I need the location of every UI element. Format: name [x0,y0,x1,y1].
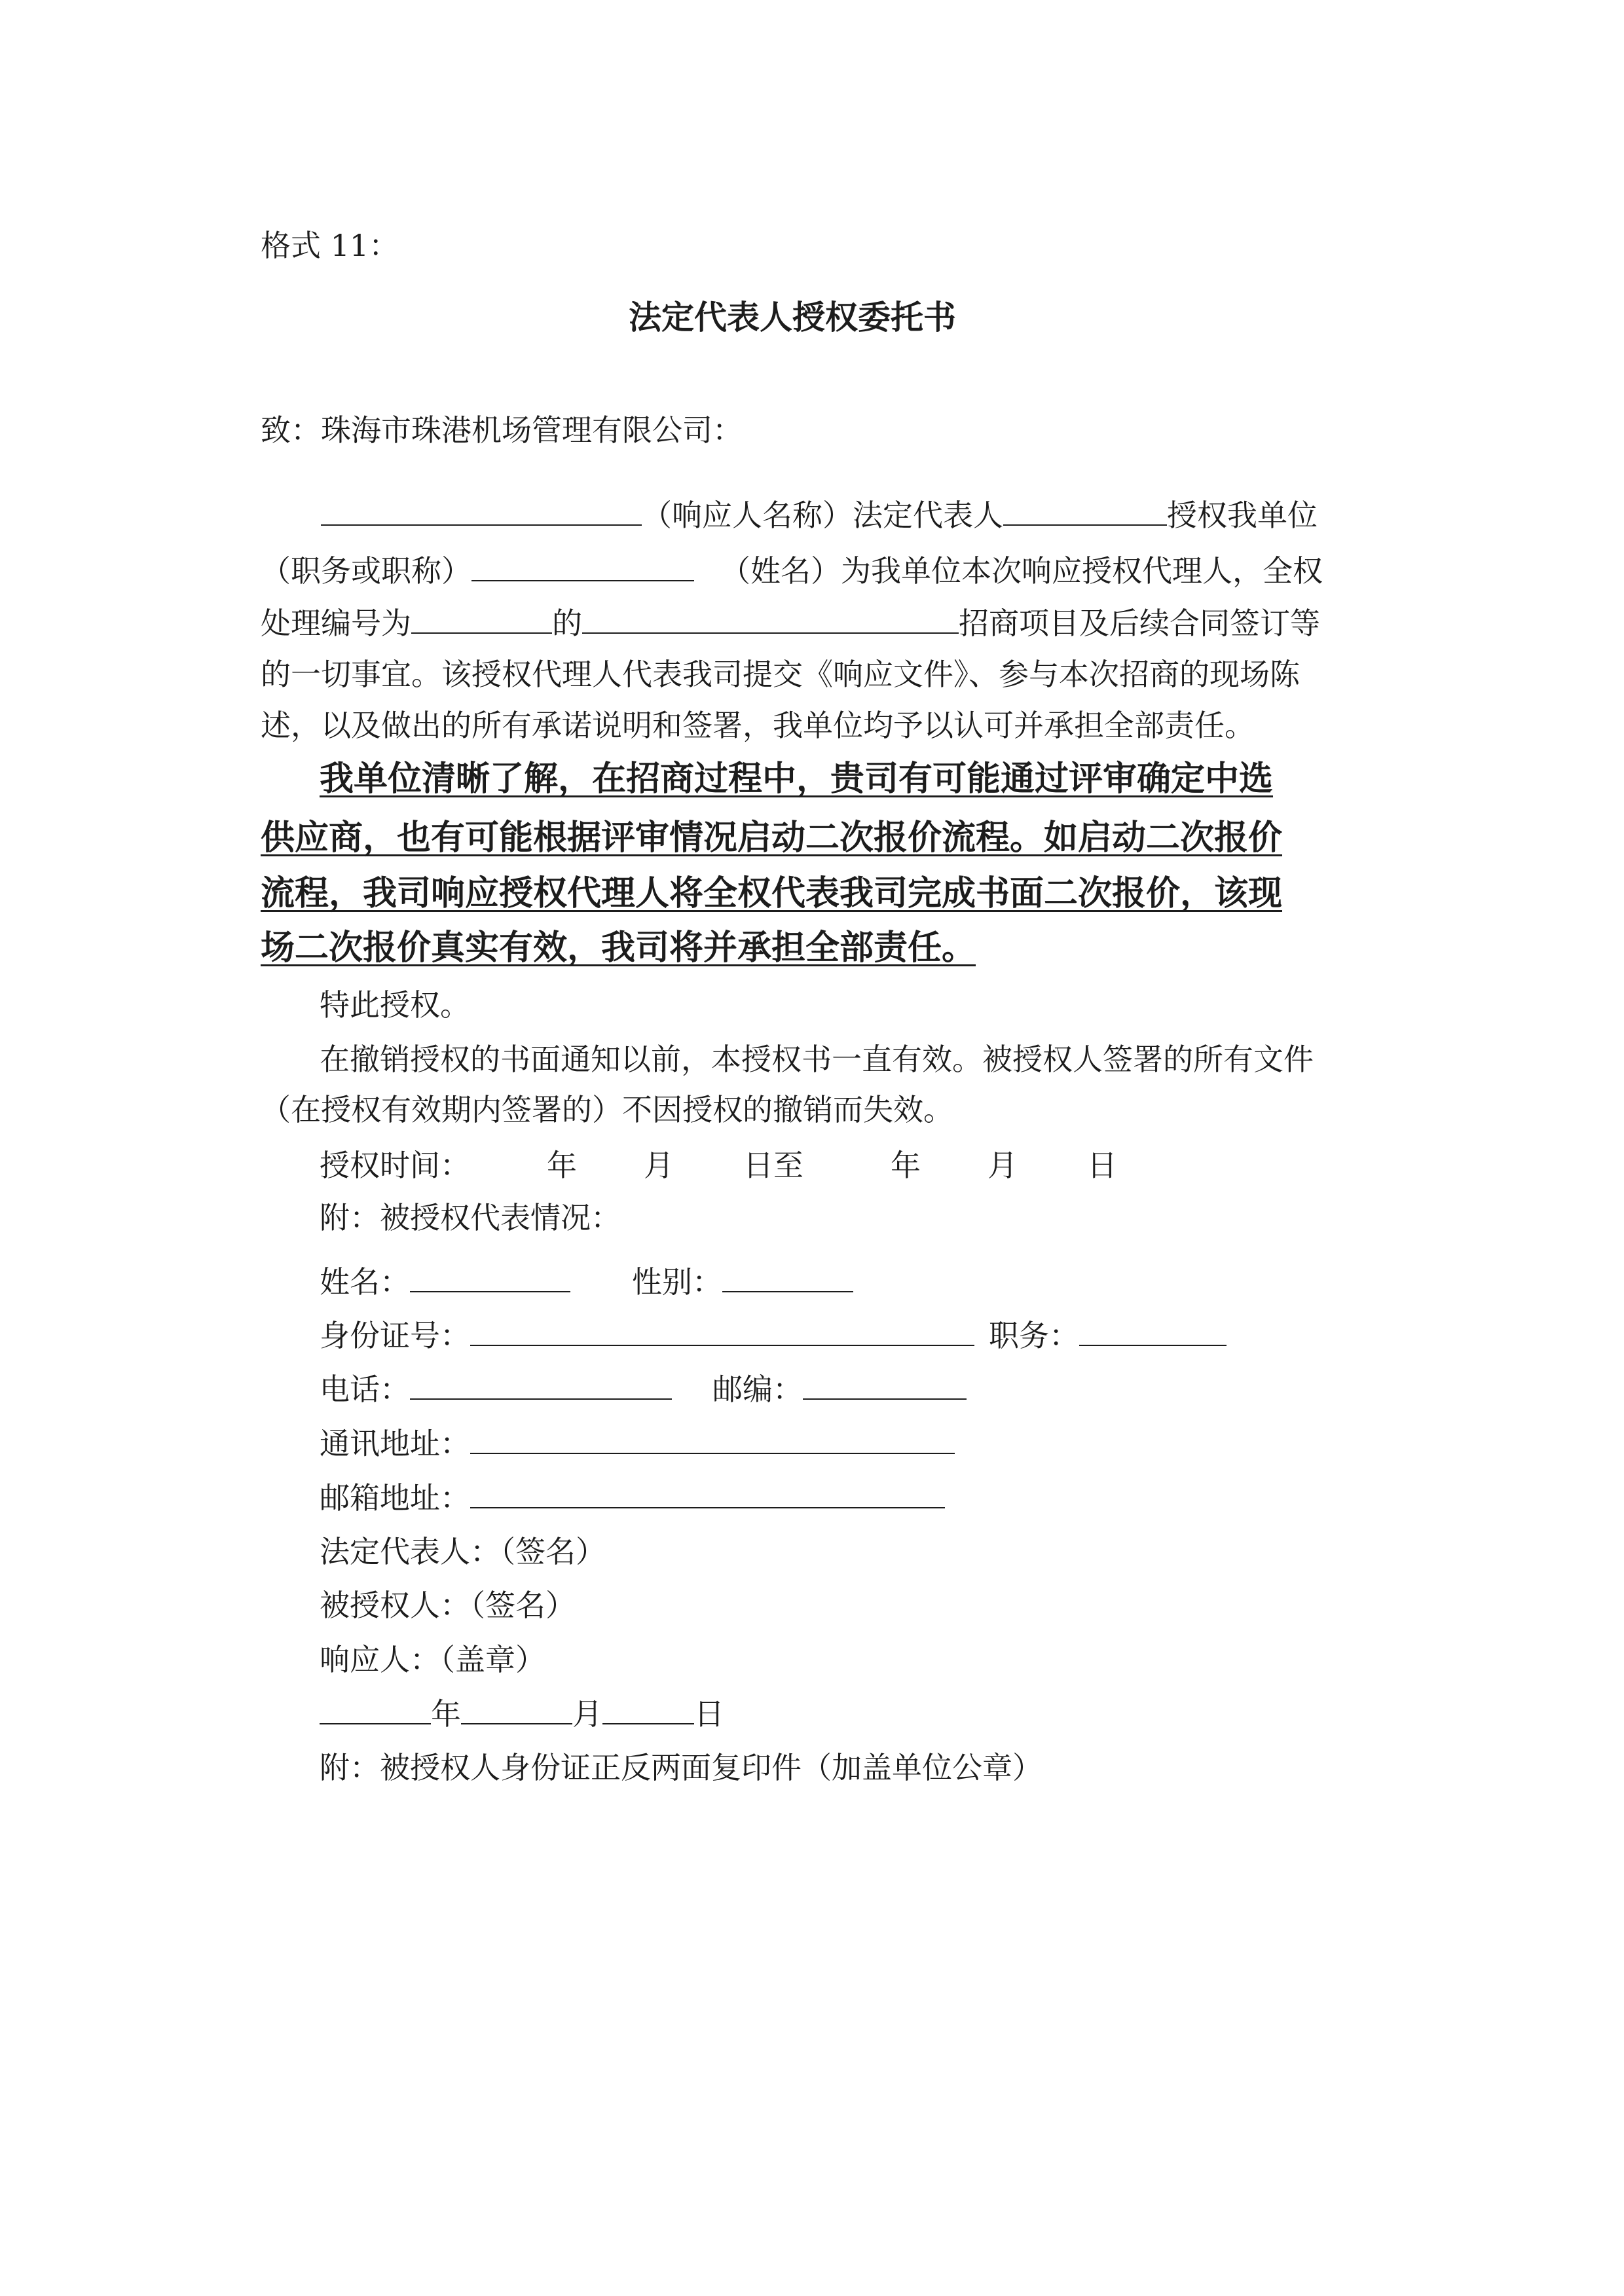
period-year-1: 年 [547,1148,577,1183]
position-field-row [989,1316,1227,1355]
address-label: 通讯地址： [320,1426,470,1461]
position-input[interactable] [1079,1316,1227,1346]
para1-line4: 的一切事宜。该授权代理人代表我司提交《响应文件》、参与本次招商的现场陈 [261,657,1300,692]
date-year-label: 年 [431,1696,461,1732]
gender-label: 性别： [632,1264,722,1300]
legal-rep-signature: 法定代表人：（签名） [320,1534,606,1569]
name-input[interactable] [410,1262,570,1292]
para1-line2 [261,551,1323,591]
recipient-line: 致：珠海市珠港机场管理有限公司： [261,412,743,448]
date-year-blank[interactable] [320,1694,431,1724]
id-label: 身份证号： [320,1318,470,1353]
phone-input[interactable] [410,1370,672,1400]
authorized-person-signature: 被授权人：（签名） [320,1588,576,1623]
postcode-input[interactable] [803,1370,967,1400]
para1-l2-text-b: （姓名）为我单位本次响应授权代理人，全权 [720,553,1323,589]
attachment-label: 附：被授权代表情况： [320,1200,621,1235]
period-month-2: 月 [987,1148,1018,1183]
para2-line1: 我单位清晰了解，在招商过程中，贵司有可能通过评审确定中选 [320,759,1274,799]
name-field-row [320,1262,570,1302]
validity-line2: （在授权有效期内签署的）不因授权的撤销而失效。 [261,1092,953,1127]
document-title: 法定代表人授权委托书 [629,298,956,337]
phone-field-row [320,1370,672,1409]
period-day-2: 日 [1087,1148,1117,1183]
period-month-1: 月 [644,1148,674,1183]
para2-line2: 供应商，也有可能根据评审情况启动二次报价流程。如启动二次报价 [261,818,1283,858]
date-day-blank[interactable] [602,1694,694,1724]
para2-line3: 流程，我司响应授权代理人将全权代表我司完成书面二次报价，该现 [261,873,1283,913]
email-input[interactable] [470,1478,945,1508]
email-label: 邮箱地址： [320,1480,470,1516]
address-input[interactable] [470,1424,955,1454]
respondent-seal: 响应人：（盖章） [320,1642,545,1677]
para1-l3-text-b: 的 [552,606,582,641]
date-day-label: 日 [694,1696,724,1732]
para1-l3-text-a: 处理编号为 [261,606,411,641]
name-label: 姓名： [320,1264,410,1300]
id-field-row [320,1316,974,1355]
period-day-1: 日至 [743,1148,803,1183]
id-input[interactable] [470,1316,974,1346]
respondent-name-blank[interactable] [321,496,642,526]
period-label: 授权时间： [320,1148,470,1183]
phone-label: 电话： [320,1372,410,1407]
address-field-row [320,1424,955,1463]
para1-l2-text-a: （职务或职称） [261,553,471,589]
para2-line4: 场二次报价真实有效，我司将并承担全部责任。 [261,928,976,968]
footer-attachment-note: 附：被授权人身份证正反两面复印件（加盖单位公章） [320,1750,1043,1785]
legal-rep-blank[interactable] [1003,496,1167,526]
project-name-blank[interactable] [582,604,959,634]
validity-line1: 在撤销授权的书面通知以前，本授权书一直有效。被授权人签署的所有文件 [320,1042,1314,1077]
postcode-label: 邮编： [712,1372,803,1407]
gender-input[interactable] [722,1262,853,1292]
position-blank[interactable] [471,551,694,581]
para1-line5: 述，以及做出的所有承诺说明和签署，我单位均予以认可并承担全部责任。 [261,708,1255,743]
postcode-field-row [712,1370,967,1409]
date-month-label: 月 [572,1696,602,1732]
date-month-blank[interactable] [461,1694,572,1724]
email-field-row [320,1478,945,1518]
para1-line3 [261,604,1320,643]
para1-l1-text-b: 授权我单位 [1167,498,1318,533]
signing-date-row [320,1694,724,1734]
para1-line1 [321,496,1318,535]
special-authorization: 特此授权。 [320,987,470,1023]
position-label: 职务： [989,1318,1079,1353]
format-label: 格式 11： [261,228,399,263]
para1-l3-text-c: 招商项目及后续合同签订等 [959,606,1320,641]
project-number-blank[interactable] [411,604,552,634]
period-year-2: 年 [891,1148,921,1183]
gender-field-row [632,1262,853,1302]
para1-l1-text-a: （响应人名称）法定代表人 [642,498,1003,533]
